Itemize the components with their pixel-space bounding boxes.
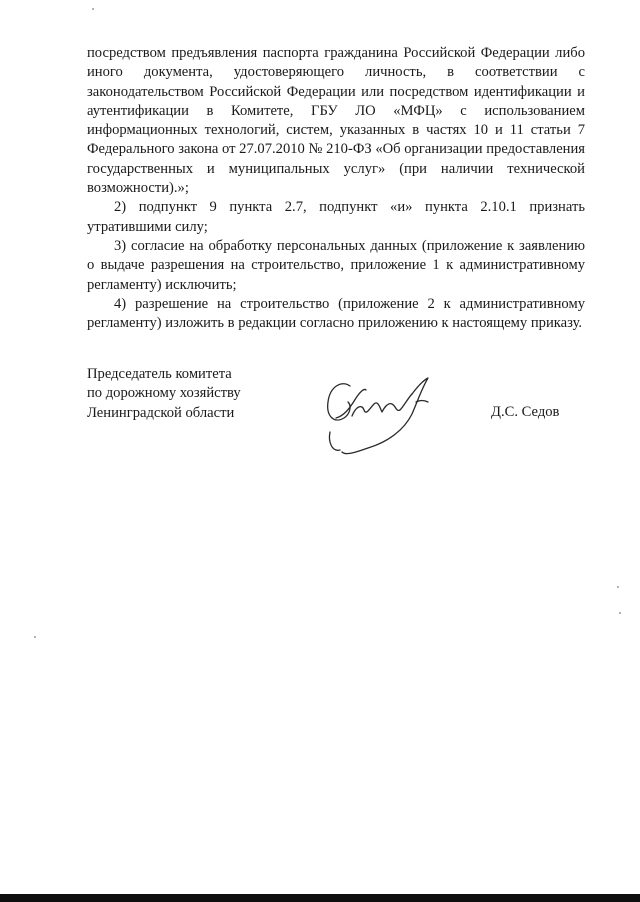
scan-speck <box>619 612 621 614</box>
signatory-position <box>87 365 241 423</box>
scan-speck <box>34 636 36 638</box>
handwritten-signature <box>316 372 441 462</box>
position-line: по дорожному хозяйству <box>87 385 241 402</box>
paragraph-item-2: 2) подпункт 9 пункта 2.7, подпункт «и» пункта 2.10.1 признать утратившими силу; <box>87 199 585 235</box>
signer-name: Д.С. Седов <box>491 404 560 420</box>
scan-speck <box>617 586 619 588</box>
paragraph-item-4: 4) разрешение на строительство (приложение 2 к административному регламенту) изложить в редакции согласно приложению к настоящему приказу. <box>87 295 585 332</box>
document-body <box>87 44 585 333</box>
position-line: Председатель комитета <box>87 366 232 382</box>
scan-edge-bar <box>0 894 640 902</box>
scan-speck <box>92 8 94 10</box>
paragraph-item-3: 3) согласие на обработку персональных данных (приложение к заявлению о выдаче разрешения на строительство, приложение 1 к административному регламенту) исключить; <box>87 237 585 293</box>
position-line: Ленинградской области <box>87 404 235 421</box>
paragraph-continuation: посредством предъявления паспорта гражданина Российской Федерации либо иного документа, удостоверяющего личность, в соответствии с законодательством Российской Федерации или посредством идентификации и аутентификации в Комитете, ГБУ ЛО «МФЦ» с использованием информационных технологий, систем, указанных в частях 10 и 11 статьи 7 Федерального закона от 27.07.2010 № 210-ФЗ «Об организации предоставления государственных и муниципальных услуг» (при наличии технической возможности).»; <box>87 45 586 197</box>
